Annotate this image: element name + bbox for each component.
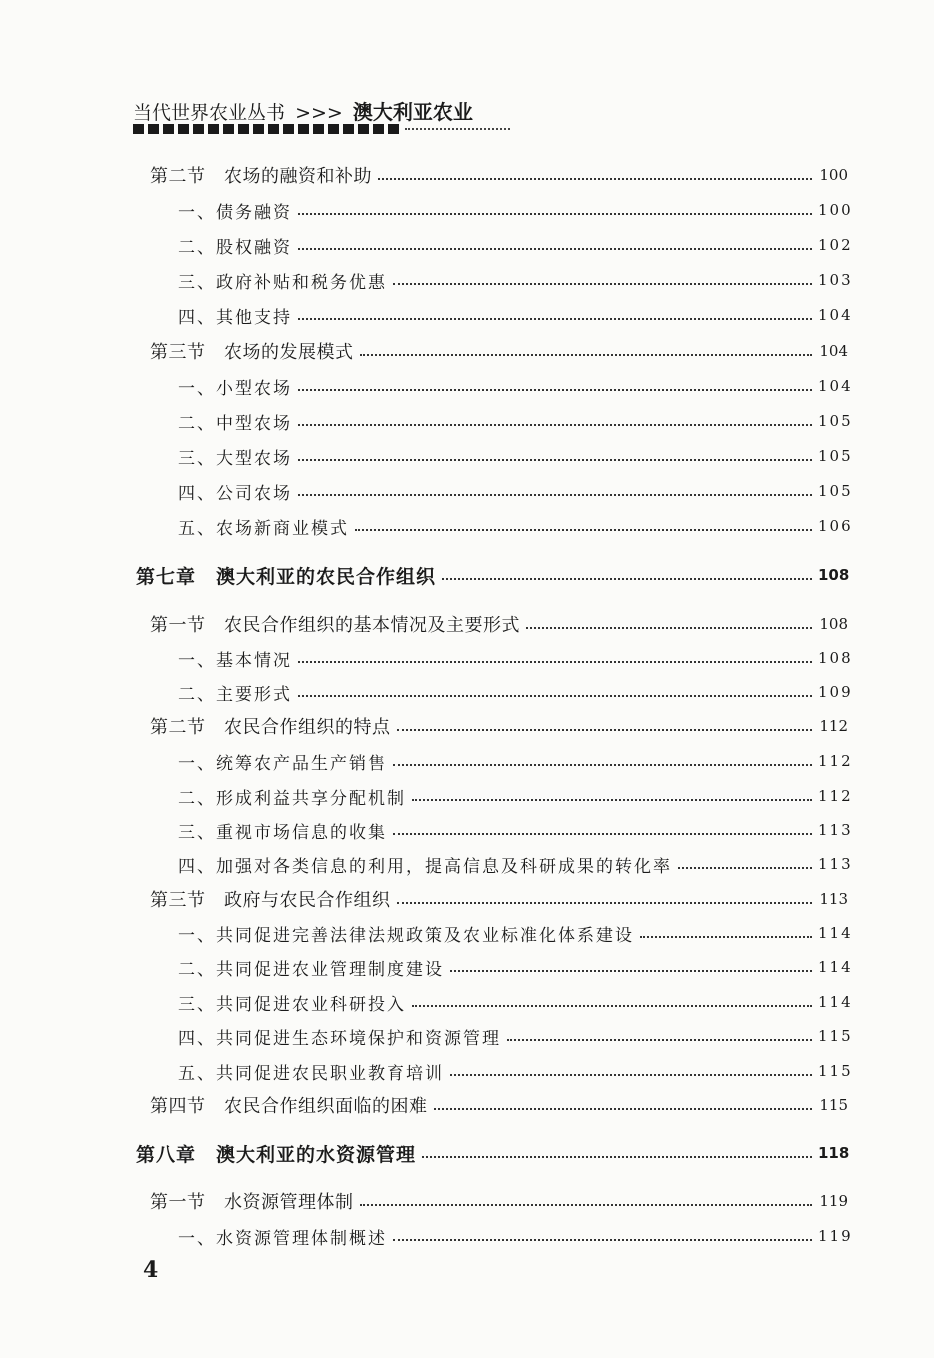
- toc-label: 第一节 水资源管理体制: [150, 1192, 354, 1213]
- book-title: 澳大利亚农业: [352, 100, 473, 124]
- page-number: 4: [143, 1257, 159, 1283]
- toc-label: 三、共同促进农业科研投入: [178, 994, 406, 1015]
- toc-label: 一、统筹农产品生产销售: [178, 753, 387, 774]
- leader-dots: [378, 178, 812, 180]
- toc-label: 第二节 农场的融资和补助: [150, 166, 372, 187]
- toc-section[interactable]: [150, 610, 848, 638]
- toc-label: 第一节 农民合作组织的基本情况及主要形式: [150, 615, 520, 636]
- toc-page-number: 113: [818, 821, 853, 839]
- toc-item[interactable]: [178, 1022, 853, 1050]
- leader-dots: [393, 1239, 812, 1241]
- toc-page-number: 114: [818, 993, 853, 1011]
- toc-label: 四、加强对各类信息的利用，提高信息及科研成果的转化率: [178, 856, 672, 877]
- toc-page-number: 109: [818, 683, 853, 701]
- toc-page-number: 104: [819, 342, 848, 360]
- toc-page-number: 100: [819, 166, 848, 184]
- toc-chapter[interactable]: [136, 1139, 848, 1167]
- leader-dots: [298, 248, 812, 250]
- toc-page-number: 106: [818, 517, 853, 535]
- series-title: 当代世界农业丛书: [133, 102, 286, 124]
- leader-dots: [442, 578, 812, 580]
- toc-item[interactable]: [178, 678, 853, 706]
- leader-dots: [298, 459, 812, 461]
- toc-page-number: 119: [819, 1192, 848, 1210]
- toc-item[interactable]: [178, 301, 853, 329]
- toc-page-number: 113: [819, 890, 848, 908]
- toc-page-number: 100: [818, 201, 853, 219]
- toc-label: 三、政府补贴和税务优惠: [178, 272, 387, 293]
- toc-item[interactable]: [178, 988, 853, 1016]
- toc-section[interactable]: [150, 712, 848, 740]
- toc-label: 二、主要形式: [178, 684, 292, 705]
- toc-page-number: 103: [818, 271, 853, 289]
- leader-dots: [422, 1156, 812, 1158]
- toc-label: 一、基本情况: [178, 650, 292, 671]
- toc-item[interactable]: [178, 442, 853, 470]
- toc-item[interactable]: [178, 850, 853, 878]
- toc-label: 一、共同促进完善法律法规政策及农业标准化体系建设: [178, 925, 634, 946]
- toc-page-number: 105: [818, 447, 853, 465]
- toc-label: 四、公司农场: [178, 483, 292, 504]
- toc-item[interactable]: [178, 372, 853, 400]
- toc-label: 三、重视市场信息的收集: [178, 822, 387, 843]
- toc-page-number: 108: [818, 566, 850, 584]
- toc-item[interactable]: [178, 919, 853, 947]
- leader-dots: [393, 283, 812, 285]
- toc-item[interactable]: [178, 407, 853, 435]
- header-arrows: >>>: [295, 102, 343, 124]
- leader-dots: [678, 867, 812, 869]
- toc-item[interactable]: [178, 1057, 853, 1085]
- leader-dots: [360, 1204, 813, 1206]
- leader-dots: [412, 799, 812, 801]
- toc-section[interactable]: [150, 337, 848, 365]
- toc-page-number: 104: [818, 306, 853, 324]
- toc-page-number: 102: [818, 236, 853, 254]
- toc-page-number: 114: [818, 924, 853, 942]
- toc-page-number: 115: [818, 1027, 853, 1045]
- toc-page-number: 105: [818, 482, 853, 500]
- toc-page-number: 115: [819, 1096, 848, 1114]
- toc-label: 五、共同促进农民职业教育培训: [178, 1063, 444, 1084]
- toc-item[interactable]: [178, 644, 853, 672]
- leader-dots: [360, 354, 813, 356]
- leader-dots: [507, 1039, 812, 1041]
- leader-dots: [298, 213, 812, 215]
- toc-label: 第七章 澳大利亚的农民合作组织: [136, 565, 437, 588]
- toc-label: 二、中型农场: [178, 413, 292, 434]
- toc-label: 一、水资源管理体制概述: [178, 1228, 387, 1249]
- toc-item[interactable]: [178, 747, 853, 775]
- toc-item[interactable]: [178, 953, 853, 981]
- leader-dots: [393, 833, 812, 835]
- toc-label: 第二节 农民合作组织的特点: [150, 717, 391, 738]
- toc-page-number: 119: [818, 1227, 853, 1245]
- toc-page-number: 115: [818, 1062, 853, 1080]
- toc-page-number: 112: [819, 717, 848, 735]
- leader-dots: [434, 1108, 813, 1110]
- toc-section[interactable]: [150, 1187, 848, 1215]
- toc-item[interactable]: [178, 782, 853, 810]
- toc-label: 五、农场新商业模式: [178, 518, 349, 539]
- leader-dots: [298, 661, 812, 663]
- toc-label: 第四节 农民合作组织面临的困难: [150, 1096, 428, 1117]
- leader-dots: [397, 902, 813, 904]
- toc-item[interactable]: [178, 512, 853, 540]
- toc-page-number: 113: [818, 855, 853, 873]
- toc-page-number: 112: [818, 752, 853, 770]
- toc-item[interactable]: [178, 231, 853, 259]
- toc-label: 一、债务融资: [178, 202, 292, 223]
- toc-page-number: 114: [818, 958, 853, 976]
- toc-item[interactable]: [178, 477, 853, 505]
- toc-label: 三、大型农场: [178, 448, 292, 469]
- toc-page-number: 112: [818, 787, 853, 805]
- toc-label: 四、共同促进生态环境保护和资源管理: [178, 1028, 501, 1049]
- leader-dots: [355, 529, 812, 531]
- toc-page-number: 108: [818, 649, 853, 667]
- toc-label: 第三节 农场的发展模式: [150, 342, 354, 363]
- leader-dots: [393, 764, 812, 766]
- toc-item[interactable]: [178, 1222, 853, 1250]
- toc-page-number: 104: [818, 377, 853, 395]
- leader-dots: [298, 424, 812, 426]
- toc-label: 二、形成利益共享分配机制: [178, 788, 406, 809]
- leader-dots: [526, 627, 812, 629]
- toc-label: 四、其他支持: [178, 307, 292, 328]
- toc-label: 二、共同促进农业管理制度建设: [178, 959, 444, 980]
- toc-page-number: 105: [818, 412, 853, 430]
- toc-section[interactable]: [150, 1091, 848, 1119]
- toc-item[interactable]: [178, 266, 853, 294]
- leader-dots: [298, 318, 812, 320]
- toc-label: 第三节 政府与农民合作组织: [150, 890, 391, 911]
- toc-item[interactable]: [178, 196, 853, 224]
- toc-section[interactable]: [150, 161, 848, 189]
- toc-section[interactable]: [150, 885, 848, 913]
- leader-dots: [298, 389, 812, 391]
- toc-label: 第八章 澳大利亚的水资源管理: [136, 1143, 417, 1166]
- leader-dots: [298, 494, 812, 496]
- toc-page-number: 108: [819, 615, 848, 633]
- leader-dots: [640, 936, 812, 938]
- leader-dots: [450, 1074, 812, 1076]
- leader-dots: [397, 729, 813, 731]
- leader-dots: [412, 1005, 812, 1007]
- leader-dots: [298, 695, 812, 697]
- leader-dots: [450, 970, 812, 972]
- toc-item[interactable]: [178, 816, 853, 844]
- toc-chapter[interactable]: [136, 561, 848, 589]
- toc-page-number: 118: [818, 1144, 850, 1162]
- toc-label: 一、小型农场: [178, 378, 292, 399]
- toc-label: 二、股权融资: [178, 237, 292, 258]
